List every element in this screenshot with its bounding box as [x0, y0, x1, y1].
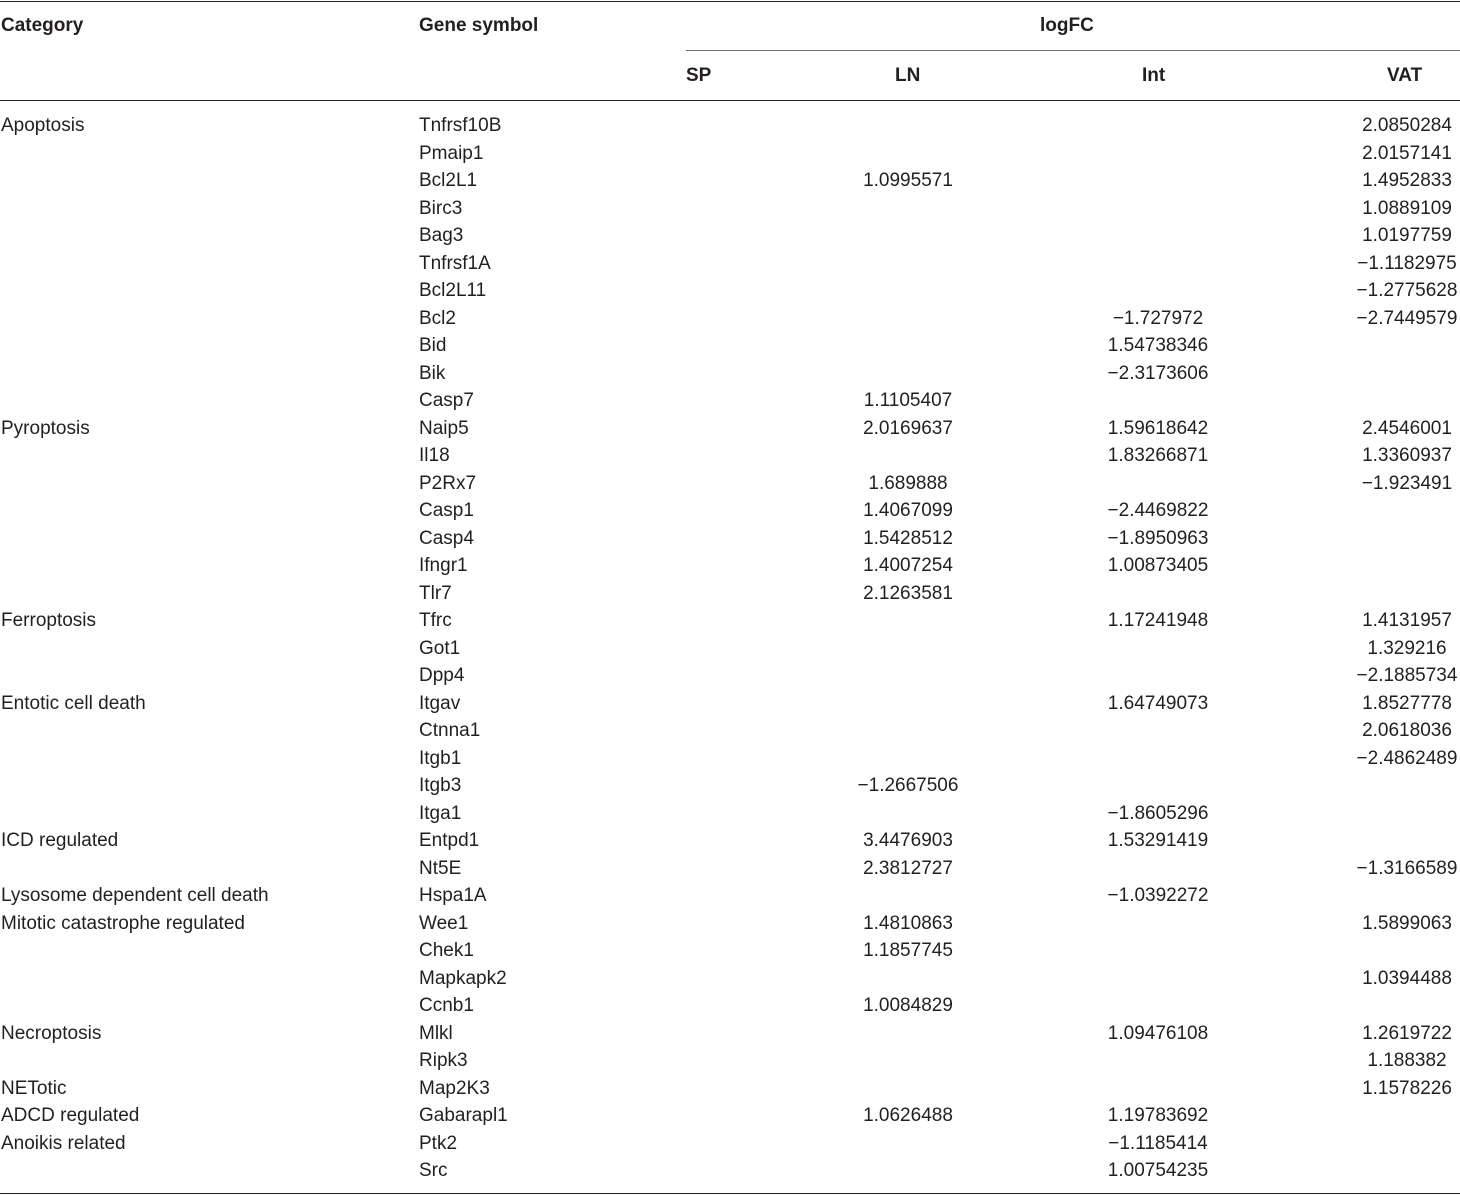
category-cell: Mitotic catastrophe regulated [1, 912, 245, 934]
header-int: Int [1142, 65, 1166, 86]
gene-symbol-cell: Itgb3 [419, 775, 462, 796]
gene-symbol-cell: Casp7 [419, 390, 474, 411]
vat-value-cell: 1.3360937 [1362, 445, 1452, 466]
vat-value-cell: −1.923491 [1361, 472, 1453, 494]
category-cell: Necroptosis [1, 1022, 102, 1044]
gene-symbol-cell: Bcl2L1 [419, 170, 478, 191]
gene-symbol-cell: Chek1 [419, 940, 474, 961]
ln-value-cell: 1.4007254 [863, 555, 953, 576]
gene-symbol-cell: Tnfrsf10B [419, 115, 502, 136]
int-value-cell: 1.54738346 [1107, 335, 1209, 356]
int-value-cell: −1.8605296 [1107, 802, 1209, 824]
gene-symbol-cell: Got1 [419, 637, 461, 659]
header-category: Category [1, 15, 84, 36]
int-value-cell: 1.00754235 [1107, 1160, 1209, 1181]
gene-symbol-cell: Dpp4 [419, 665, 465, 686]
top-rule [0, 1, 1460, 2]
vat-value-cell: −2.1885734 [1356, 665, 1458, 686]
int-value-cell: 1.00873405 [1107, 555, 1209, 576]
gene-symbol-cell: Itgb1 [419, 747, 462, 769]
vat-value-cell: 2.4546001 [1362, 417, 1452, 439]
gene-symbol-cell: Naip5 [419, 417, 469, 439]
vat-value-cell: −1.3166589 [1356, 857, 1458, 879]
vat-value-cell: 2.0850284 [1362, 115, 1452, 136]
header-bottom-rule [0, 100, 1460, 101]
int-value-cell: 1.64749073 [1107, 692, 1209, 714]
header-vat: VAT [1387, 65, 1423, 86]
vat-value-cell: 1.4952833 [1362, 170, 1452, 191]
category-cell: ICD regulated [1, 830, 119, 851]
gene-symbol-cell: Bik [419, 362, 446, 384]
int-value-cell: 1.09476108 [1107, 1022, 1209, 1044]
int-value-cell: −2.4469822 [1107, 500, 1209, 521]
gene-symbol-cell: Bcl2L11 [419, 280, 487, 301]
category-cell: NETotic [1, 1077, 67, 1099]
ln-value-cell: 1.4810863 [863, 912, 953, 934]
int-value-cell: −2.3173606 [1107, 362, 1209, 384]
gene-symbol-cell: Src [419, 1160, 448, 1181]
gene-symbol-cell: Ptk2 [419, 1132, 458, 1154]
gene-symbol-cell: Tfrc [419, 610, 452, 631]
int-value-cell: −1.727972 [1112, 307, 1204, 329]
vat-value-cell: −1.1182975 [1357, 252, 1457, 274]
ln-value-cell: 1.0084829 [863, 995, 953, 1016]
gene-symbol-cell: Map2K3 [419, 1077, 490, 1099]
gene-symbol-cell: Birc3 [419, 197, 463, 219]
gene-symbol-cell: Tlr7 [419, 582, 452, 604]
gene-symbol-cell: Ripk3 [419, 1050, 468, 1071]
vat-value-cell: 1.8527778 [1362, 692, 1452, 714]
gene-symbol-cell: Ifngr1 [419, 555, 468, 576]
bottom-rule [0, 1193, 1460, 1194]
ln-value-cell: 1.689888 [868, 472, 948, 494]
int-value-cell: −1.1185414 [1108, 1132, 1208, 1154]
category-cell: Ferroptosis [1, 610, 97, 631]
gene-symbol-cell: Mapkapk2 [419, 967, 507, 989]
header-ln: LN [895, 65, 921, 86]
gene-symbol-cell: Bid [419, 335, 447, 356]
ln-value-cell: −1.2667506 [857, 775, 959, 796]
vat-value-cell: 1.2619722 [1362, 1022, 1452, 1044]
vat-value-cell: −1.2775628 [1356, 280, 1458, 301]
int-value-cell: 1.17241948 [1107, 610, 1209, 631]
gene-symbol-cell: Bag3 [419, 225, 464, 246]
gene-symbol-cell: P2Rx7 [419, 472, 477, 494]
logfc-span-rule [686, 50, 1460, 51]
vat-value-cell: 1.1578226 [1362, 1077, 1452, 1099]
category-cell: Apoptosis [1, 115, 85, 136]
ln-value-cell: 2.3812727 [863, 857, 953, 879]
category-cell: Pyroptosis [1, 417, 90, 439]
int-value-cell: 1.19783692 [1107, 1105, 1209, 1126]
gene-symbol-cell: Ctnna1 [419, 720, 481, 741]
header-logfc: logFC [1040, 15, 1094, 36]
gene-symbol-cell: Ccnb1 [419, 995, 474, 1016]
ln-value-cell: 1.5428512 [863, 527, 953, 549]
vat-value-cell: 1.0889109 [1362, 197, 1452, 219]
int-value-cell: 1.53291419 [1107, 830, 1209, 851]
vat-value-cell: 1.188382 [1367, 1050, 1447, 1071]
category-cell: Lysosome dependent cell death [1, 885, 269, 906]
vat-value-cell: −2.7449579 [1356, 307, 1458, 329]
gene-symbol-cell: Itga1 [419, 802, 462, 824]
category-cell: Entotic cell death [1, 692, 146, 714]
gene-symbol-cell: Casp4 [419, 527, 474, 549]
gene-symbol-cell: Wee1 [419, 912, 469, 934]
vat-value-cell: 1.0197759 [1362, 225, 1452, 246]
ln-value-cell: 2.1263581 [863, 582, 953, 604]
ln-value-cell: 1.0626488 [863, 1105, 953, 1126]
gene-symbol-cell: Pmaip1 [419, 142, 484, 164]
gene-symbol-cell: Il18 [419, 445, 450, 466]
gene-symbol-cell: Nt5E [419, 857, 462, 879]
vat-value-cell: 1.329216 [1367, 637, 1447, 659]
int-value-cell: 1.83266871 [1107, 445, 1209, 466]
ln-value-cell: 3.4476903 [863, 830, 953, 851]
ln-value-cell: 1.4067099 [863, 500, 953, 521]
gene-symbol-cell: Tnfrsf1A [419, 252, 491, 274]
header-gene-symbol: Gene symbol [419, 15, 539, 36]
gene-symbol-cell: Itgav [419, 692, 461, 714]
header-sp: SP [686, 65, 712, 86]
ln-value-cell: 1.0995571 [863, 170, 953, 191]
vat-value-cell: −2.4862489 [1356, 747, 1458, 769]
int-value-cell: 1.59618642 [1107, 417, 1209, 439]
gene-symbol-cell: Hspa1A [419, 885, 487, 906]
ln-value-cell: 1.1857745 [863, 940, 953, 961]
vat-value-cell: 1.4131957 [1362, 610, 1452, 631]
gene-symbol-cell: Casp1 [419, 500, 474, 521]
ln-value-cell: 1.1105407 [863, 390, 953, 411]
ln-value-cell: 2.0169637 [863, 417, 953, 439]
gene-symbol-cell: Bcl2 [419, 307, 456, 329]
category-cell: ADCD regulated [1, 1105, 140, 1126]
int-value-cell: −1.8950963 [1107, 527, 1209, 549]
vat-value-cell: 1.5899063 [1362, 912, 1452, 934]
vat-value-cell: 1.0394488 [1362, 967, 1452, 989]
vat-value-cell: 2.0157141 [1362, 142, 1452, 164]
gene-symbol-cell: Mlkl [419, 1022, 453, 1044]
category-cell: Anoikis related [1, 1132, 126, 1154]
vat-value-cell: 2.0618036 [1362, 720, 1452, 741]
gene-symbol-cell: Gabarapl1 [419, 1105, 508, 1126]
int-value-cell: −1.0392272 [1107, 885, 1209, 906]
gene-symbol-cell: Entpd1 [419, 830, 480, 851]
